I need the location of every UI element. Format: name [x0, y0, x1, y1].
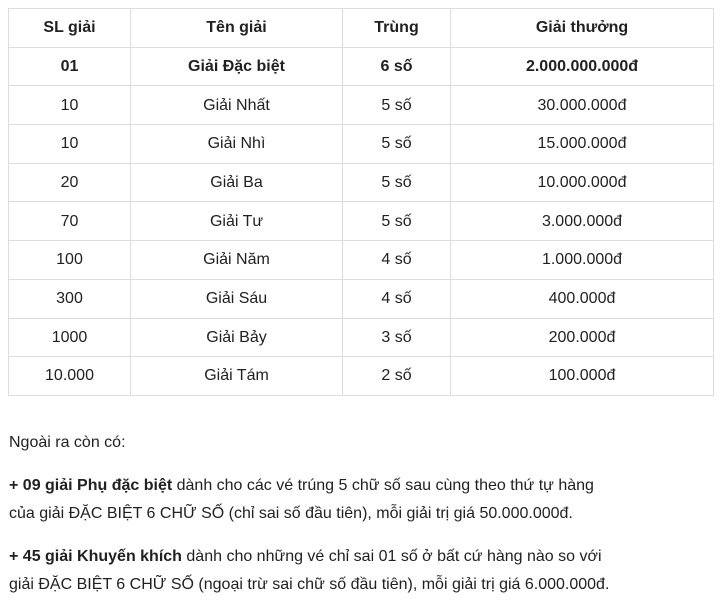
col-header-prize-name: Tên giải [131, 9, 343, 48]
cell-quantity: 100 [9, 241, 131, 280]
table-row [9, 241, 714, 280]
prize-table [8, 8, 714, 396]
cell-quantity: 1000 [9, 318, 131, 357]
cell-prize-name: Giải Ba [131, 163, 343, 202]
cell-prize-name: Giải Đặc biệt [131, 47, 343, 86]
note-item-consolation-prize [9, 543, 713, 599]
cell-quantity: 70 [9, 202, 131, 241]
cell-quantity: 10 [9, 125, 131, 164]
cell-match: 3 số [343, 318, 451, 357]
cell-quantity: 01 [9, 47, 131, 86]
col-header-prize-value: Giải thưởng [451, 9, 714, 48]
cell-prize-value: 15.000.000đ [451, 125, 714, 164]
table-row [9, 357, 714, 396]
col-header-quantity: SL giải [9, 9, 131, 48]
cell-match: 2 số [343, 357, 451, 396]
cell-quantity: 300 [9, 279, 131, 318]
cell-prize-name: Giải Tư [131, 202, 343, 241]
notes-section [8, 429, 713, 599]
cell-quantity: 10 [9, 86, 131, 125]
cell-match: 4 số [343, 279, 451, 318]
note-2-line1-rest: dành cho những vé chỉ sai 01 số ở bất cứ hàng nào so với [181, 547, 602, 565]
note-1-line1-rest: dành cho các vé trúng 5 chữ số sau cùng theo thứ tự hàng [172, 476, 594, 494]
note-item-special-sub-prize [9, 472, 713, 528]
cell-prize-value: 1.000.000đ [451, 241, 714, 280]
cell-prize-value: 30.000.000đ [451, 86, 714, 125]
cell-prize-name: Giải Sáu [131, 279, 343, 318]
cell-match: 4 số [343, 241, 451, 280]
cell-quantity: 20 [9, 163, 131, 202]
cell-prize-name: Giải Tám [131, 357, 343, 396]
note-2-line2: giải ĐẶC BIỆT 6 CHỮ SỐ (ngoại trừ sai chữ số đầu tiên), mỗi giải trị giá 6.000.000đ. [9, 575, 610, 593]
cell-match: 5 số [343, 86, 451, 125]
table-header-row [9, 9, 714, 48]
cell-match: 5 số [343, 125, 451, 164]
cell-prize-value: 400.000đ [451, 279, 714, 318]
cell-prize-name: Giải Nhì [131, 125, 343, 164]
cell-prize-value: 10.000.000đ [451, 163, 714, 202]
cell-match: 6 số [343, 47, 451, 86]
cell-match: 5 số [343, 163, 451, 202]
note-2-bold-label: + 45 giải Khuyến khích [9, 547, 182, 565]
table-row [9, 86, 714, 125]
cell-prize-value: 3.000.000đ [451, 202, 714, 241]
cell-match: 5 số [343, 202, 451, 241]
table-row [9, 47, 714, 86]
table-row [9, 163, 714, 202]
cell-prize-value: 2.000.000.000đ [451, 47, 714, 86]
col-header-match: Trùng [343, 9, 451, 48]
table-row [9, 125, 714, 164]
note-1-bold-label: + 09 giải Phụ đặc biệt [9, 476, 173, 494]
table-row [9, 279, 714, 318]
cell-prize-name: Giải Bảy [131, 318, 343, 357]
table-row [9, 318, 714, 357]
cell-prize-name: Giải Năm [131, 241, 343, 280]
note-1-line2: của giải ĐẶC BIỆT 6 CHỮ SỐ (chỉ sai số đầu tiên), mỗi giải trị giá 50.000.000đ. [9, 504, 573, 522]
table-row [9, 202, 714, 241]
notes-intro: Ngoài ra còn có: [9, 433, 126, 451]
cell-quantity: 10.000 [9, 357, 131, 396]
cell-prize-value: 200.000đ [451, 318, 714, 357]
cell-prize-name: Giải Nhất [131, 86, 343, 125]
cell-prize-value: 100.000đ [451, 357, 714, 396]
